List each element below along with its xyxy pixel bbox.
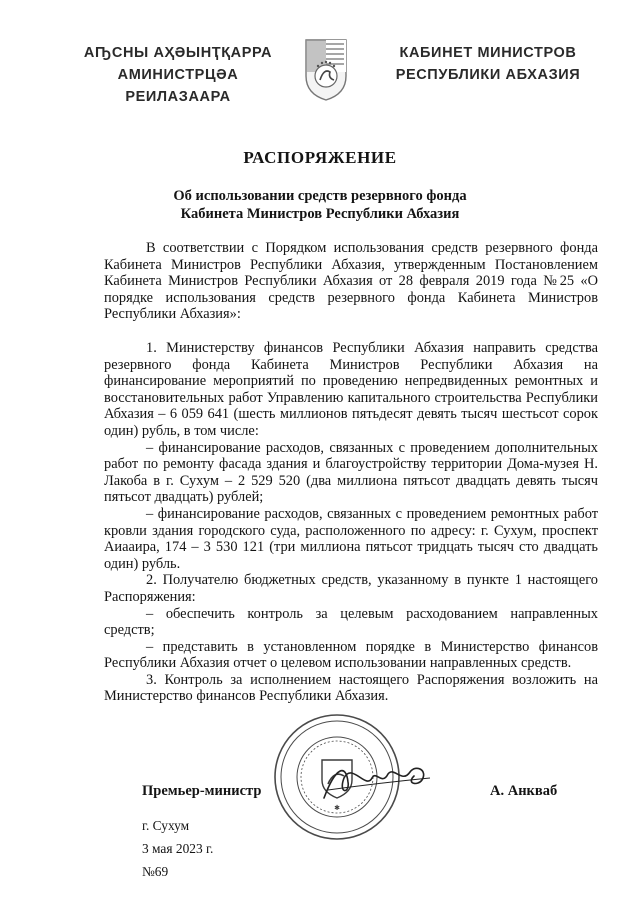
header-abkhaz-line2: АМИНИСТРЦӘА РЕИЛАЗААРА (117, 67, 239, 105)
paragraph-item-1-roof: – финансирование расходов, связанных с проведением ремонтных работ кровли здания городского суда, расположенного по адресу: г. Сухум, проспект Аиааира, 174 – 3 530 121 (три миллиона пятьсот тридцать тысяч сто двадцать один) рубль. (104, 505, 598, 572)
paragraph-item-2-control: – обеспечить контроль за целевым расходованием направленных средств; (104, 605, 598, 639)
svg-text:✱: ✱ (334, 805, 340, 812)
paragraph-item-3: 3. Контроль за исполнением настоящего Распоряжения возложить на Министерство финансов Республики Абхазия. (104, 671, 598, 705)
paragraph-item-1: 1. Министерству финансов Республики Абхазия направить средства резервного фонда Кабинета Министров Республики Абхазия на финансирование мероприятий по проведению непредвиденных ремонтных и восстановительных работ Управлению капитального строительства Республики Абхазия – 6 059 641 (шесть миллионов пятьдесят девять тысяч шестьсот сорок один) рубль, в том числе: (104, 340, 598, 439)
document-number: №69 (142, 864, 169, 879)
subtitle-line1: Об использовании средств резервного фонда (173, 188, 467, 204)
paragraph-item-1-facade: – финансирование расходов, связанных с проведением дополнительных работ по ремонту фасада здания и благоустройству территории Дома-музея Н. Лакоба в г. Сухум – 2 529 520 (два миллиона пятьсот двадцать девять тысяч пятьсот двадцать) рублей; (104, 439, 598, 506)
document-subtitle (0, 187, 640, 223)
coat-of-arms-icon (304, 38, 348, 102)
subtitle-line2: Кабинета Министров Республики Абхазия (180, 206, 460, 222)
issue-date: 3 мая 2023 г. (142, 841, 214, 856)
paragraph-preamble: В соответствии с Порядком использования средств резервного фонда Кабинета Министров Республики Абхазия, утвержденным Постановлением Кабинета Министров Республики Абхазия от 28 февраля 2019 года №25 «О порядке использования средств резервного фонда Кабинета Министров Республики Абхазия»: (104, 240, 598, 323)
paragraph-item-2: 2. Получателю бюджетных средств, указанному в пункте 1 настоящего Распоряжения: (104, 572, 598, 605)
handwritten-signature-icon (318, 760, 438, 805)
header-russian-line2: РЕСПУБЛИКИ АБХАЗИЯ (395, 67, 581, 83)
preamble-paragraph (104, 240, 598, 323)
issue-city: г. Сухум (142, 818, 190, 833)
signatory-position: Премьер-министр (142, 783, 262, 799)
paragraph-item-2-report: – представить в установленном порядке в Министерство финансов Республики Абхазия отчет о целевом использовании направленных средств. (104, 638, 598, 672)
order-body (104, 340, 598, 705)
header-abkhaz-line1: АҦСНЫ АҲӘЫНҬҚАРРА (83, 45, 273, 61)
header-russian-line1: КАБИНЕТ МИНИСТРОВ (399, 45, 577, 61)
document-title: РАСПОРЯЖЕНИЕ (243, 148, 397, 167)
header-russian (388, 42, 588, 86)
header-abkhaz (78, 42, 278, 108)
signatory-name: А. Анкваб (490, 783, 558, 799)
